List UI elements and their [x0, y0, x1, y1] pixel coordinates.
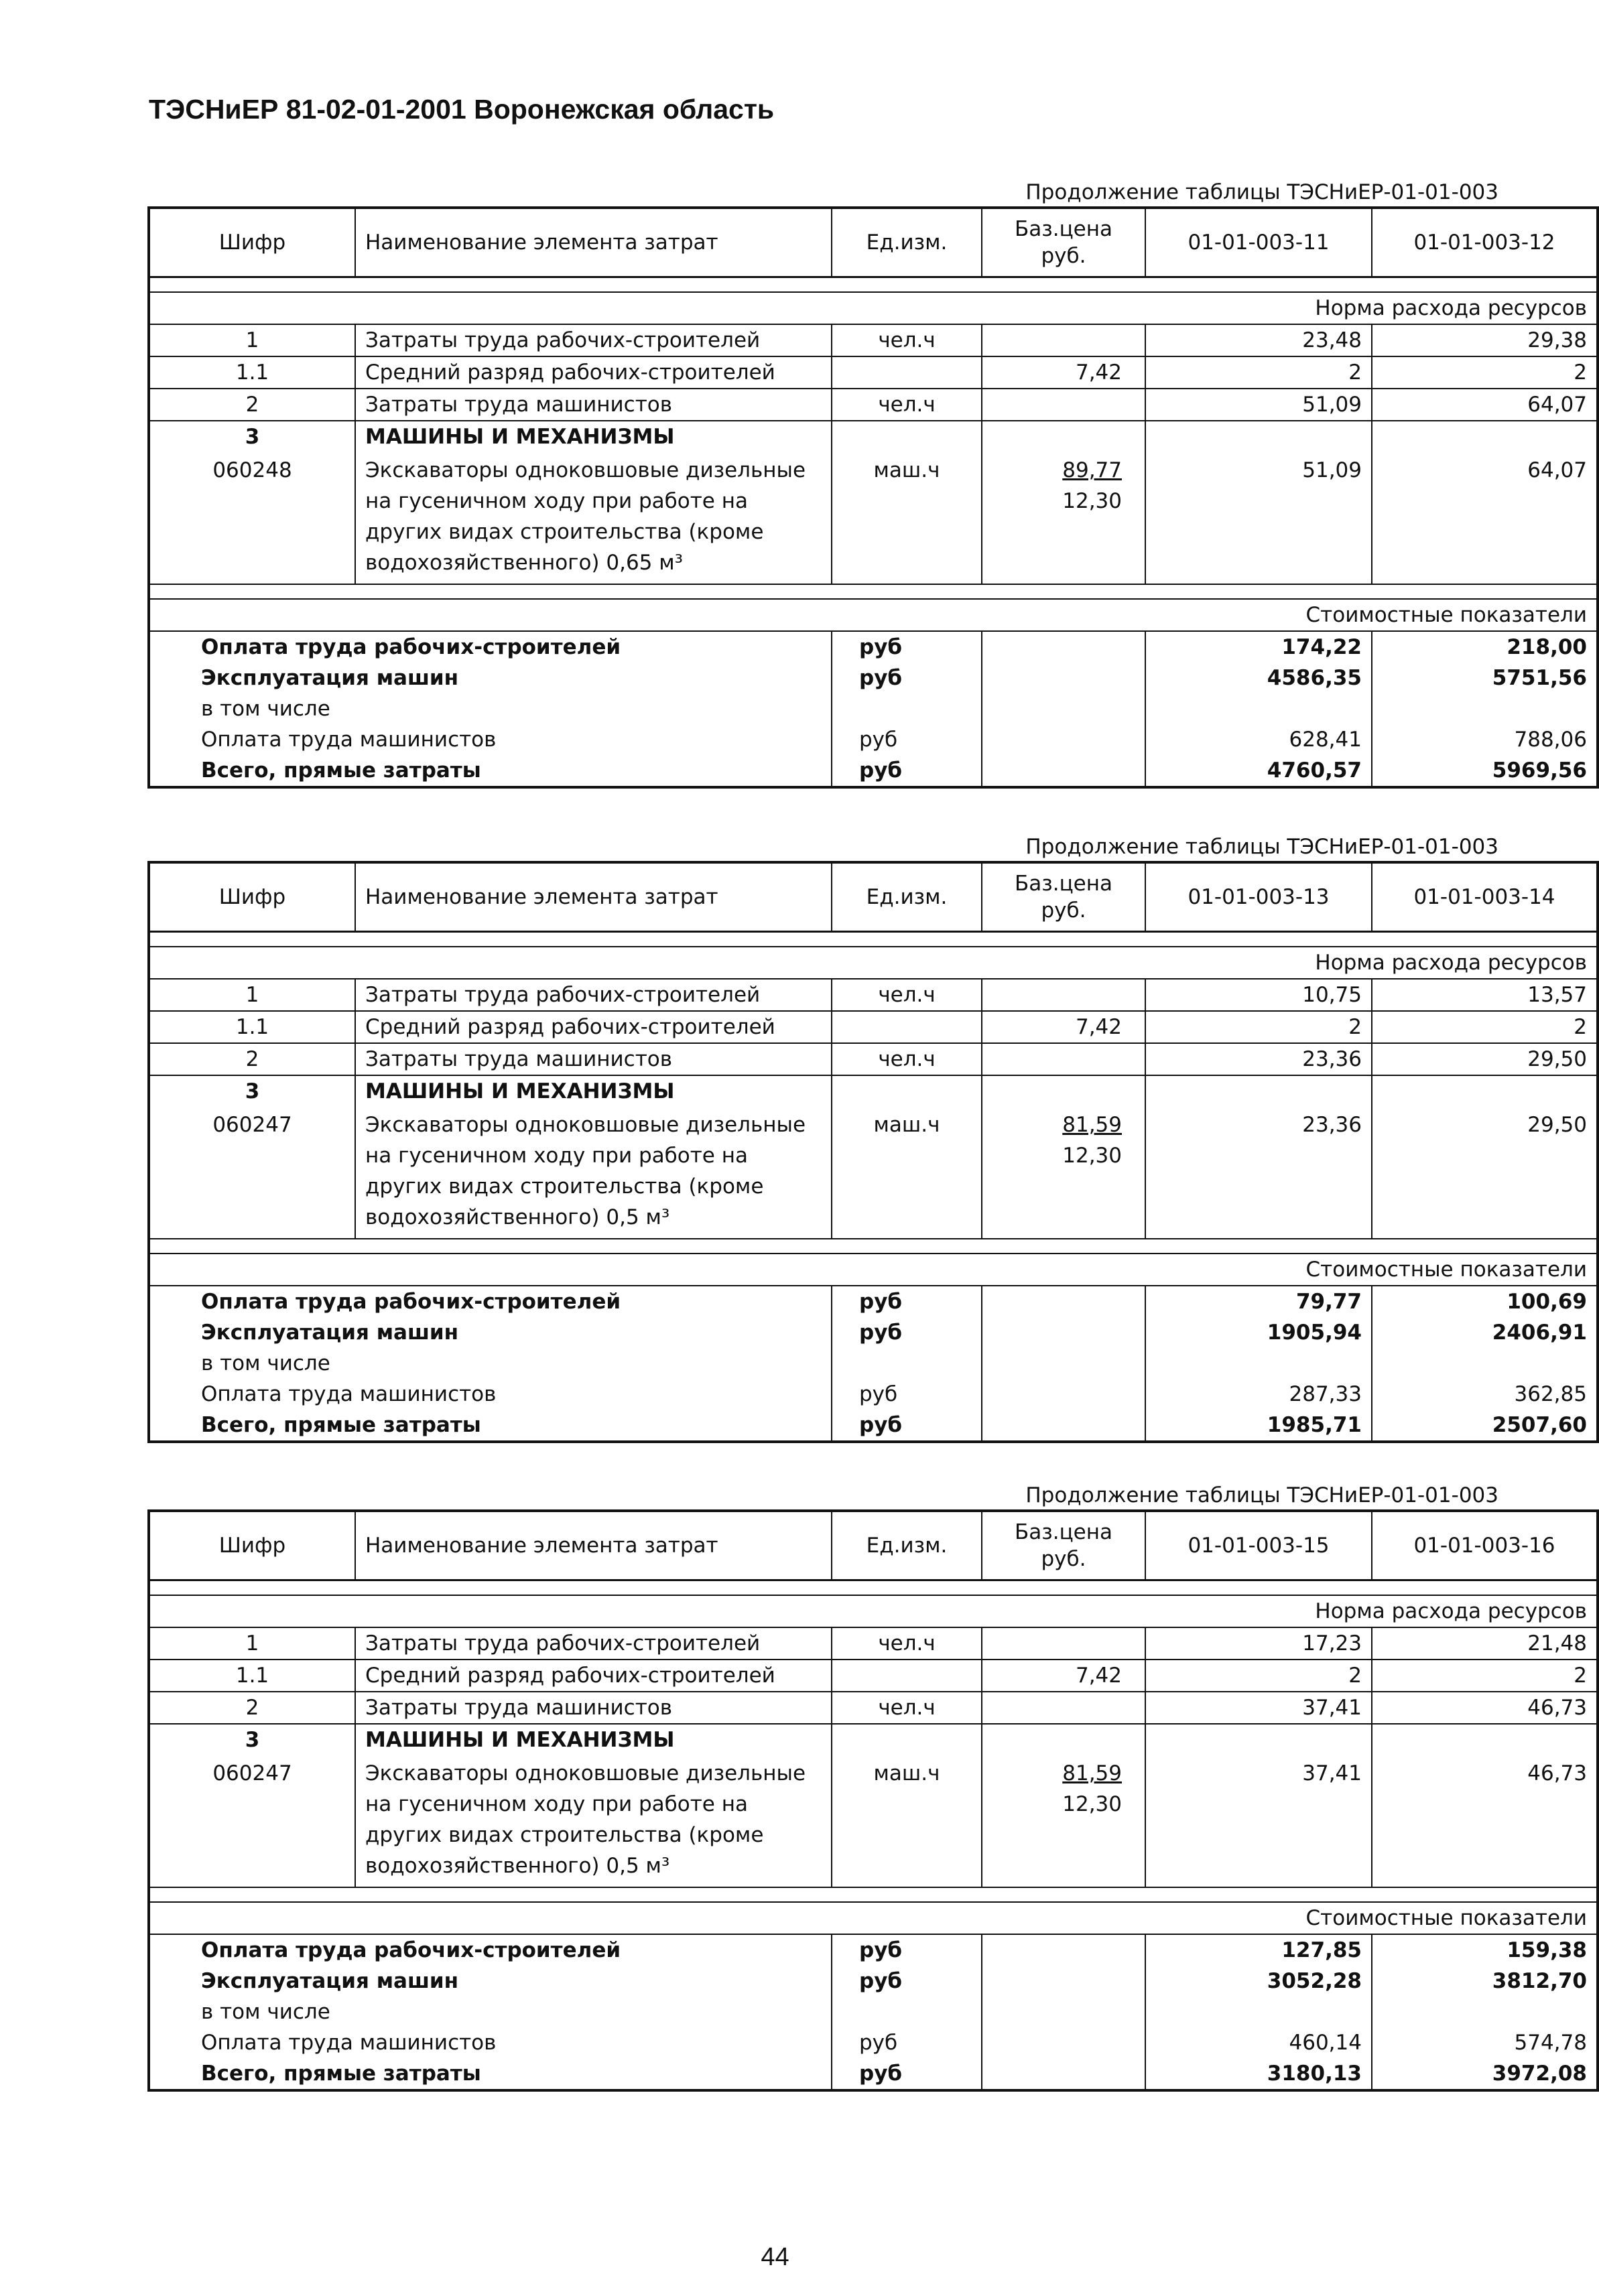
- cost-row: [149, 724, 1598, 755]
- row-price-secondary: 12,30: [1062, 1792, 1122, 1816]
- row-value-2: 46,73: [1372, 1755, 1598, 1887]
- cost-label: Всего, прямые затраты: [201, 2062, 481, 2086]
- row-price: 7,42: [982, 1011, 1145, 1043]
- cost-label: Оплата труда машинистов: [201, 728, 497, 752]
- row-value-2: [1372, 1724, 1598, 1755]
- cost-unit: руб: [832, 2027, 982, 2058]
- row-value-2: 13,57: [1372, 979, 1598, 1011]
- row-value-1: 10,75: [1145, 979, 1372, 1011]
- table-row: [149, 1075, 1598, 1107]
- row-value-1: 17,23: [1145, 1627, 1372, 1660]
- cost-row: [149, 1934, 1598, 1966]
- table-row: [149, 1755, 1598, 1887]
- table-row: [149, 389, 1598, 421]
- cost-value-2: 3972,08: [1372, 2058, 1598, 2090]
- cost-row: [149, 1997, 1598, 2027]
- row-name: МАШИНЫ И МЕХАНИЗМЫ: [355, 421, 832, 452]
- row-unit: чел.ч: [832, 324, 982, 356]
- row-price: [982, 324, 1145, 356]
- cost-unit: руб: [832, 1286, 982, 1317]
- row-unit: маш.ч: [832, 1755, 982, 1887]
- row-code: 2: [149, 389, 355, 421]
- cost-label: Оплата труда машинистов: [201, 1382, 497, 1406]
- row-price-secondary: 12,30: [1062, 489, 1122, 513]
- row-unit: чел.ч: [832, 979, 982, 1011]
- cost-value-1: 4586,35: [1145, 663, 1372, 693]
- row-price: [982, 1692, 1145, 1724]
- cost-value-2: 159,38: [1372, 1934, 1598, 1966]
- norms-table: [147, 1509, 1599, 2092]
- cost-value-1: 127,85: [1145, 1934, 1372, 1966]
- cost-row: [149, 1410, 1598, 1442]
- cost-value-1: 287,33: [1145, 1379, 1372, 1410]
- row-code: 2: [149, 1692, 355, 1724]
- row-unit: [832, 1011, 982, 1043]
- cost-unit: руб: [832, 1934, 982, 1966]
- table-row: [149, 1660, 1598, 1692]
- cost-value-2: 5969,56: [1372, 755, 1598, 787]
- col-name-header: Наименование элемента затрат: [355, 862, 832, 932]
- cost-section-title-row: [149, 1254, 1598, 1286]
- col-unit-header: Ед.изм.: [832, 1511, 982, 1580]
- cost-label: Эксплуатация машин: [201, 1321, 459, 1345]
- row-value-2: 64,07: [1372, 452, 1598, 584]
- cost-row: [149, 1348, 1598, 1379]
- table-header-row: [149, 862, 1598, 932]
- table-caption: Продолжение таблицы ТЭСНиЕР-01-01-003: [1025, 180, 1498, 204]
- row-code: 1.1: [149, 356, 355, 389]
- norm-section-title-row: [149, 292, 1598, 324]
- resource-table-2: [147, 834, 1587, 1443]
- cost-row: [149, 1286, 1598, 1317]
- row-price-secondary: 12,30: [1062, 1144, 1122, 1168]
- row-value-2: 2: [1372, 1011, 1598, 1043]
- row-name: Затраты труда машинистов: [355, 1692, 832, 1724]
- row-code: 1.1: [149, 1660, 355, 1692]
- row-price: [982, 1075, 1145, 1107]
- table-header-row: [149, 1511, 1598, 1580]
- table-row: [149, 1627, 1598, 1660]
- cost-value-1: 174,22: [1145, 631, 1372, 663]
- row-code: 1: [245, 983, 259, 1007]
- col-code-header: Шифр: [149, 862, 355, 932]
- row-value-2: 2: [1372, 356, 1598, 389]
- row-name: Затраты труда рабочих-строителей: [355, 324, 832, 356]
- row-price-primary: 81,59: [1062, 1761, 1122, 1785]
- row-price: [982, 452, 1145, 584]
- col-v2-header: 01-01-003-12: [1372, 208, 1598, 277]
- cost-unit: руб: [832, 663, 982, 693]
- row-value-1: 37,41: [1145, 1755, 1372, 1887]
- cost-unit: [832, 693, 982, 724]
- row-name: МАШИНЫ И МЕХАНИЗМЫ: [355, 1724, 832, 1755]
- cost-value-1: [1145, 1348, 1372, 1379]
- col-v1-header: 01-01-003-15: [1145, 1511, 1372, 1580]
- table-row: [149, 979, 1598, 1011]
- row-value-1: 2: [1145, 356, 1372, 389]
- cost-label: Оплата труда рабочих-строителей: [201, 635, 621, 659]
- norm-section-title-row: [149, 1595, 1598, 1627]
- row-code: 1.1: [149, 1011, 355, 1043]
- col-price-header: Баз.цена руб.: [982, 862, 1145, 932]
- cost-section-title-row: [149, 599, 1598, 631]
- col-name-header: Наименование элемента затрат: [355, 208, 832, 277]
- row-unit: [832, 1724, 982, 1755]
- cost-value-1: [1145, 1997, 1372, 2027]
- norm-section-title: Норма расхода ресурсов: [149, 292, 1598, 324]
- cost-unit: руб: [832, 631, 982, 663]
- cost-unit: руб: [832, 2058, 982, 2090]
- col-v1-header: 01-01-003-11: [1145, 208, 1372, 277]
- table-caption: Продолжение таблицы ТЭСНиЕР-01-01-003: [1025, 835, 1498, 859]
- cost-value-1: 3180,13: [1145, 2058, 1372, 2090]
- row-value-2: 46,73: [1372, 1692, 1598, 1724]
- col-v1-header: 01-01-003-13: [1145, 862, 1372, 932]
- cost-row: [149, 2058, 1598, 2090]
- cost-row: [149, 1966, 1598, 1997]
- norm-section-title-row: [149, 947, 1598, 979]
- table-caption: Продолжение таблицы ТЭСНиЕР-01-01-003: [1025, 1483, 1498, 1507]
- row-unit: чел.ч: [832, 1043, 982, 1075]
- cost-label: в том числе: [201, 1351, 330, 1375]
- row-price: [982, 1107, 1145, 1239]
- table-row: [149, 421, 1598, 452]
- cost-value-2: 574,78: [1372, 2027, 1598, 2058]
- row-name: Средний разряд рабочих-строителей: [355, 356, 832, 389]
- cost-label: в том числе: [201, 697, 330, 721]
- row-price: [982, 1755, 1145, 1887]
- table-row: [149, 1011, 1598, 1043]
- row-name: Средний разряд рабочих-строителей: [355, 1011, 832, 1043]
- row-name: Экскаваторы одноковшовые дизельные на гусеничном ходу при работе на других видах строительства (кроме водохозяйственного) 0,5 м³: [355, 1107, 832, 1239]
- row-unit: [832, 1660, 982, 1692]
- row-price: [982, 1724, 1145, 1755]
- col-code-header: Шифр: [149, 208, 355, 277]
- cost-label: Всего, прямые затраты: [201, 1413, 481, 1437]
- cost-row: [149, 1379, 1598, 1410]
- cost-label: Оплата труда рабочих-строителей: [201, 1938, 621, 1962]
- row-price: 7,42: [982, 356, 1145, 389]
- norms-table: [147, 861, 1599, 1443]
- row-value-1: 2: [1145, 1011, 1372, 1043]
- row-value-1: 2: [1145, 1660, 1372, 1692]
- row-price-primary: 81,59: [1062, 1113, 1122, 1137]
- row-unit: чел.ч: [832, 1627, 982, 1660]
- cost-value-2: 100,69: [1372, 1286, 1598, 1317]
- cost-value-2: 218,00: [1372, 631, 1598, 663]
- row-unit: чел.ч: [832, 1692, 982, 1724]
- col-unit-header: Ед.изм.: [832, 208, 982, 277]
- row-value-1: 23,36: [1145, 1043, 1372, 1075]
- row-value-2: 29,38: [1372, 324, 1598, 356]
- cost-label: Всего, прямые затраты: [201, 758, 481, 783]
- cost-value-2: [1372, 1997, 1598, 2027]
- col-name-header: Наименование элемента затрат: [355, 1511, 832, 1580]
- row-code: 060247: [212, 1113, 292, 1137]
- row-price: [982, 1043, 1145, 1075]
- cost-value-1: 628,41: [1145, 724, 1372, 755]
- cost-label: Эксплуатация машин: [201, 666, 459, 690]
- row-unit: маш.ч: [832, 452, 982, 584]
- table-header-row: [149, 208, 1598, 277]
- cost-value-2: [1372, 1348, 1598, 1379]
- table-row: [149, 324, 1598, 356]
- row-value-1: 51,09: [1145, 389, 1372, 421]
- cost-value-1: 1905,94: [1145, 1317, 1372, 1348]
- col-unit-header: Ед.изм.: [832, 862, 982, 932]
- row-value-1: 37,41: [1145, 1692, 1372, 1724]
- row-value-1: [1145, 1724, 1372, 1755]
- cost-unit: [832, 1997, 982, 2027]
- row-code: 060248: [212, 458, 292, 482]
- row-unit: маш.ч: [832, 1107, 982, 1239]
- resource-table-1: [147, 180, 1587, 789]
- cost-unit: [832, 1348, 982, 1379]
- table-row: [149, 1724, 1598, 1755]
- col-price-header: Баз.цена руб.: [982, 208, 1145, 277]
- cost-value-2: 5751,56: [1372, 663, 1598, 693]
- row-code: 1: [245, 1631, 259, 1656]
- cost-unit: руб: [832, 755, 982, 787]
- cost-value-1: [1145, 693, 1372, 724]
- cost-value-1: 460,14: [1145, 2027, 1372, 2058]
- norm-section-title: Норма расхода ресурсов: [149, 947, 1598, 979]
- resource-table-3: [147, 1483, 1587, 2092]
- row-name: Затраты труда рабочих-строителей: [355, 1627, 832, 1660]
- row-price: [982, 979, 1145, 1011]
- col-code-header: Шифр: [149, 1511, 355, 1580]
- row-code: 2: [149, 1043, 355, 1075]
- row-unit: [832, 1075, 982, 1107]
- row-unit: [832, 421, 982, 452]
- col-price-header: Баз.цена руб.: [982, 1511, 1145, 1580]
- row-code: 3: [149, 1075, 355, 1107]
- cost-row: [149, 693, 1598, 724]
- cost-unit: руб: [832, 1379, 982, 1410]
- row-value-1: [1145, 421, 1372, 452]
- row-value-2: 29,50: [1372, 1043, 1598, 1075]
- row-code: 3: [149, 421, 355, 452]
- row-price: [982, 1627, 1145, 1660]
- table-row: [149, 1107, 1598, 1239]
- page-number: 44: [761, 2243, 789, 2271]
- table-row: [149, 1043, 1598, 1075]
- cost-value-1: 1985,71: [1145, 1410, 1372, 1442]
- row-code: 1: [245, 328, 259, 352]
- table-row: [149, 1692, 1598, 1724]
- norm-section-title: Норма расхода ресурсов: [149, 1595, 1598, 1627]
- row-price: [982, 421, 1145, 452]
- row-value-2: [1372, 421, 1598, 452]
- row-price: 7,42: [982, 1660, 1145, 1692]
- cost-value-2: 2507,60: [1372, 1410, 1598, 1442]
- row-value-2: 29,50: [1372, 1107, 1598, 1239]
- row-name: Экскаваторы одноковшовые дизельные на гусеничном ходу при работе на других видах строительства (кроме водохозяйственного) 0,5 м³: [355, 1755, 832, 1887]
- cost-unit: руб: [832, 724, 982, 755]
- row-price: [982, 389, 1145, 421]
- cost-value-2: 788,06: [1372, 724, 1598, 755]
- row-name: Средний разряд рабочих-строителей: [355, 1660, 832, 1692]
- cost-row: [149, 1317, 1598, 1348]
- cost-value-2: 2406,91: [1372, 1317, 1598, 1348]
- cost-label: в том числе: [201, 2000, 330, 2024]
- row-name: Затраты труда машинистов: [355, 389, 832, 421]
- cost-row: [149, 755, 1598, 787]
- cost-value-1: 3052,28: [1145, 1966, 1372, 1997]
- cost-value-2: 362,85: [1372, 1379, 1598, 1410]
- row-value-2: 64,07: [1372, 389, 1598, 421]
- cost-value-2: [1372, 693, 1598, 724]
- cost-value-1: 4760,57: [1145, 755, 1372, 787]
- cost-label: Оплата труда рабочих-строителей: [201, 1290, 621, 1314]
- row-unit: [832, 356, 982, 389]
- cost-row: [149, 2027, 1598, 2058]
- row-value-2: 2: [1372, 1660, 1598, 1692]
- cost-row: [149, 631, 1598, 663]
- cost-value-2: 3812,70: [1372, 1966, 1598, 1997]
- row-price-primary: 89,77: [1062, 458, 1122, 482]
- row-code: 3: [149, 1724, 355, 1755]
- cost-section-title: Стоимостные показатели: [149, 599, 1598, 631]
- row-code: 060247: [212, 1761, 292, 1785]
- row-value-2: [1372, 1075, 1598, 1107]
- row-name: Затраты труда машинистов: [355, 1043, 832, 1075]
- cost-label: Эксплуатация машин: [201, 1969, 459, 1993]
- col-v2-header: 01-01-003-16: [1372, 1511, 1598, 1580]
- table-row: [149, 356, 1598, 389]
- cost-unit: руб: [832, 1317, 982, 1348]
- page-title: ТЭСНиЕР 81-02-01-2001 Воронежская область: [149, 94, 775, 125]
- row-name: Экскаваторы одноковшовые дизельные на гусеничном ходу при работе на других видах строительства (кроме водохозяйственного) 0,65 м³: [355, 452, 832, 584]
- cost-section-title: Стоимостные показатели: [149, 1254, 1598, 1286]
- cost-unit: руб: [832, 1410, 982, 1442]
- cost-unit: руб: [832, 1966, 982, 1997]
- cost-section-title-row: [149, 1902, 1598, 1934]
- table-row: [149, 452, 1598, 584]
- cost-value-1: 79,77: [1145, 1286, 1372, 1317]
- row-value-1: [1145, 1075, 1372, 1107]
- cost-row: [149, 663, 1598, 693]
- cost-label: Оплата труда машинистов: [201, 2031, 497, 2055]
- row-value-2: 21,48: [1372, 1627, 1598, 1660]
- row-unit: чел.ч: [832, 389, 982, 421]
- row-value-1: 51,09: [1145, 452, 1372, 584]
- cost-section-title: Стоимостные показатели: [149, 1902, 1598, 1934]
- norms-table: [147, 206, 1599, 789]
- row-value-1: 23,36: [1145, 1107, 1372, 1239]
- row-name: МАШИНЫ И МЕХАНИЗМЫ: [355, 1075, 832, 1107]
- row-name: Затраты труда рабочих-строителей: [355, 979, 832, 1011]
- row-value-1: 23,48: [1145, 324, 1372, 356]
- col-v2-header: 01-01-003-14: [1372, 862, 1598, 932]
